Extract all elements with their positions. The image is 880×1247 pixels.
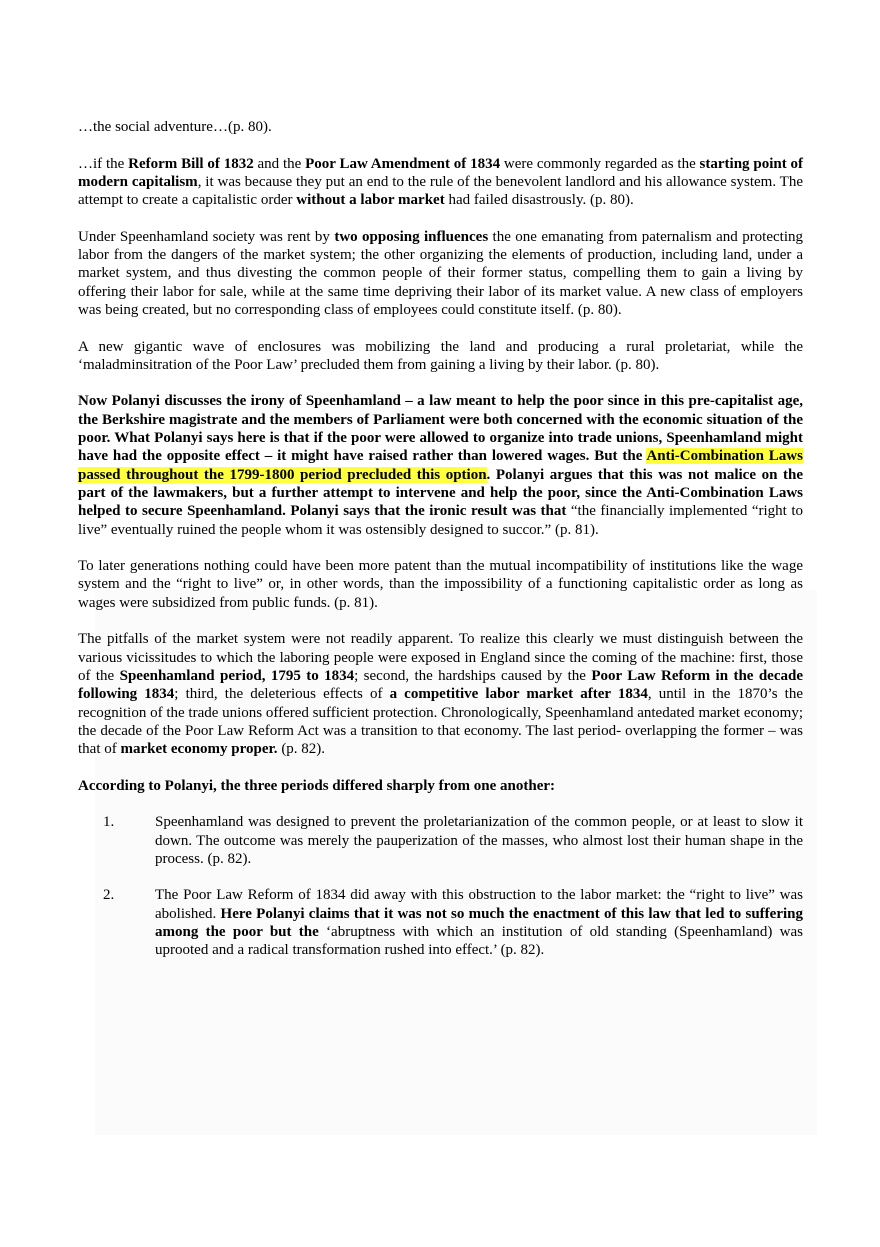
paragraph-opposing-influences: Under Speenhamland society was rent by two opposing influences the one emanating from paternalism and protecting labor from the dangers of the market system; the other organizing the elements of production, including land, under a market system, and thus divesting the common people of their former status, compelling them to gain a living by offering their labor for sale, while at the same time depriving their labor of its market value. A new class of employers was being created, but no corresponding class of employees could constitute itself. (p. 80). (78, 228, 804, 318)
list-item (78, 886, 803, 959)
paragraph-irony-of-speenhamland: Now Polanyi discusses the irony of Speenhamland – a law meant to help the poor since in this pre-capitalist age, the Berkshire magistrate and the members of Parliament were both concerned with the economic situation of the poor. What Polanyi says here is that if the poor were allowed to organize into trade unions, Speenhamland might have had the opposite effect – it might have raised rather than lowered wages. But the Anti-Combination Laws passed throughout the 1799-1800 period precluded this option. Polanyi argues that this was not malice on the part of the lawmakers, but a further attempt to intervene and help the poor, since the Anti-Combination Laws helped to secure Speenhamland. Polanyi says that the ironic result was that “the financially implemented “right to live” eventually ruined the people whom it was ostensibly designed to succor.” (p. 81). (78, 393, 804, 538)
numbered-list (78, 813, 803, 959)
list-item-text: The Poor Law Reform of 1834 did away with this obstruction to the labor market: the “right to live” was abolished. Here Polanyi claims that it was not so much the enactment of this law that led to suffering among the poor but the ‘abruptness with which an institution of old standing (Speenhamland) was uprooted and a radical transformation rushed into effect.’ (p. 82). (155, 887, 803, 959)
paragraph-social-adventure: …the social adventure…(p. 80). (78, 119, 272, 135)
list-item-text: Speenhamland was designed to prevent the proletarianization of the common people, or at least to slow it down. The outcome was merely the pauperization of the masses, who almost lost their human shape in the process. (p. 82). (155, 814, 803, 867)
paragraph-enclosures: A new gigantic wave of enclosures was mobilizing the land and producing a rural proletariat, while the ‘maladminsitration of the Poor Law’ precluded them from gaining a living by their labor. (p. 80). (78, 338, 803, 373)
highlighted-text: Anti-Combination Laws passed throughout the 1799-1800 period precluded this option (78, 448, 803, 483)
list-number: 2. (103, 887, 115, 904)
paragraph-later-generations: To later generations nothing could have been more patent than the mutual incompatibility of institutions like the wage system and the “right to live” or, in other words, than the impossibility of a functioning capitalistic order as long as wages were subsidized from public funds. (p. 81). (78, 558, 803, 611)
list-number: 1. (103, 814, 115, 831)
document-page (78, 118, 803, 978)
paragraph-three-periods: According to Polanyi, the three periods differed sharply from one another: (78, 777, 556, 794)
paragraph-pitfalls: The pitfalls of the market system were not readily apparent. To realize this clearly we must distinguish between the various vicissitudes to which the laboring people were exposed in England since the coming of the machine: first, those of the Speenhamland period, 1795 to 1834; second, the hardships caused by the Poor Law Reform in the decade following 1834; third, the deleterious effects of a competitive labor market after 1834, until in the 1870’s the recognition of the trade unions offered sufficient protection. Chronologically, Speenhamland antedated market economy; the decade of the Poor Law Reform Act was a transition to that economy. The last period- overlapping the former – was that of market economy proper. (p. 82). (78, 631, 804, 758)
paragraph-reform-bill: …if the Reform Bill of 1832 and the Poor Law Amendment of 1834 were commonly regarded as the starting point of modern capitalism, it was because they put an end to the rule of the benevolent landlord and his allowance system. The attempt to create a capitalistic order without a labor market had failed disastrously. (p. 80). (78, 155, 804, 209)
list-item (78, 813, 803, 868)
